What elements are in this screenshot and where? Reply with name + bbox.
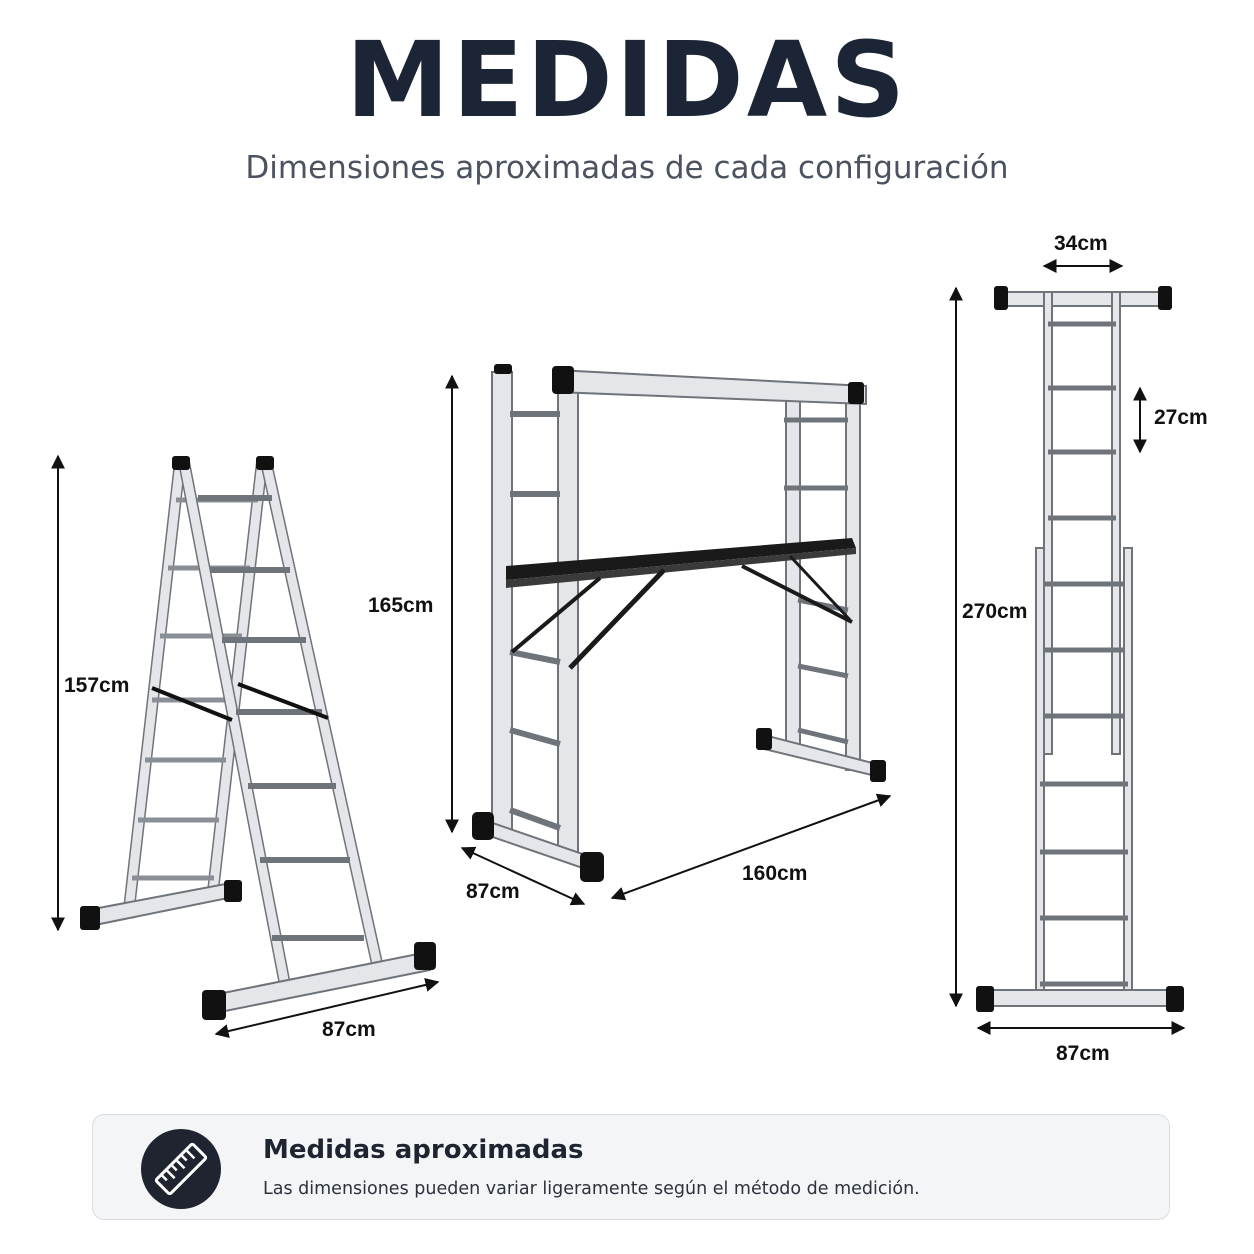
scaffold-illustration: [472, 364, 886, 882]
straight-ladder-illustration: [976, 286, 1184, 1012]
scaffold-length-label: 160cm: [742, 862, 808, 885]
straight-top-width-label: 34cm: [1054, 232, 1108, 255]
ruler-icon: [141, 1129, 221, 1209]
note-title: Medidas aproximadas: [263, 1135, 584, 1165]
a-frame-height-label: 157cm: [64, 674, 130, 697]
straight-rung-spacing-label: 27cm: [1154, 406, 1208, 429]
page-subtitle: Dimensiones aproximadas de cada configuración: [245, 150, 1009, 186]
info-note: [92, 1114, 1170, 1220]
scaffold-depth-label: 87cm: [466, 880, 520, 903]
page-title: MEDIDAS: [345, 19, 909, 141]
a-frame-ladder-illustration: [80, 456, 436, 1020]
straight-height-label: 270cm: [962, 600, 1028, 623]
note-text: Las dimensiones pueden variar ligeramente según el método de medición.: [263, 1179, 920, 1199]
straight-base-width-label: 87cm: [1056, 1042, 1110, 1065]
a-frame-width-label: 87cm: [322, 1018, 376, 1041]
scaffold-height-label: 165cm: [368, 594, 434, 617]
